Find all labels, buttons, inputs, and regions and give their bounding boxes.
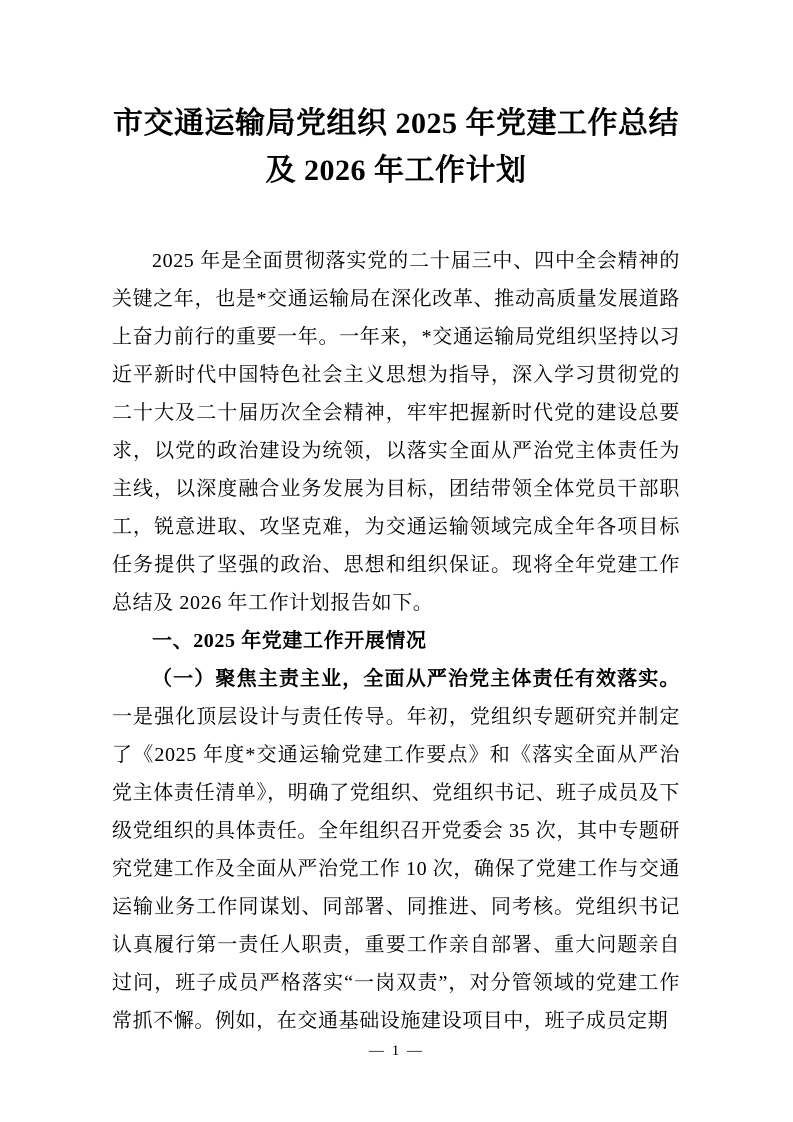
page-footer: [0, 1042, 793, 1060]
intro-paragraph: 2025 年是全面贯彻落实党的二十届三中、四中全会精神的关键之年，也是*交通运输局在深化改革、推动高质量发展道路上奋力前行的重要一年。一年来，*交通运输局党组织坚持以习近平新时代中国特色社会主义思想为指导，深入学习贯彻党的二十大及二十届历次全会精神，牢牢把握新时代党的建设总要求，以党的政治建设为统领，以落实全面从严治党主体责任为主线，以深度融合业务发展为目标，团结带领全体党员干部职工，锐意进取、攻坚克难，为交通运输领域完成全年各项目标任务提供了坚强的政治、思想和组织保证。现将全年党建工作总结及 2026 年工作计划报告如下。: [112, 250, 680, 614]
document-title: 市交通运输局党组织 2025 年党建工作总结及 2026 年工作计划: [113, 107, 679, 187]
section-1-heading: 一、2025 年党建工作开展情况: [152, 630, 427, 652]
section-1-1-text: 一是强化顶层设计与责任传导。年初，党组织专题研究并制定了《2025 年度*交通运输党建工作要点》和《落实全面从严治党主体责任清单》，明确了党组织、党组织书记、班子成员及下级党组织的具体责任。全年组织召开党委会 35 次，其中专题研究党建工作及全面从严治党工作 10 次，确保了党建工作与交通运输业务工作同谋划、同部署、同推进、同考核。党组织书记认真履行第一责任人职责，重要工作亲自部署、重大问题亲自过问，班子成员严格落实“一岗双责”，对分管领域的党建工作常抓不懈。例如，在交通基础设施建设项目中，班子成员定期: [112, 706, 680, 1032]
section-1-1-lead: （一）聚焦主责主业，全面从严治党主体责任有效落实。: [152, 668, 680, 690]
page-number: — 1 —: [369, 1043, 424, 1059]
section-1-1-paragraph: [112, 660, 680, 1040]
